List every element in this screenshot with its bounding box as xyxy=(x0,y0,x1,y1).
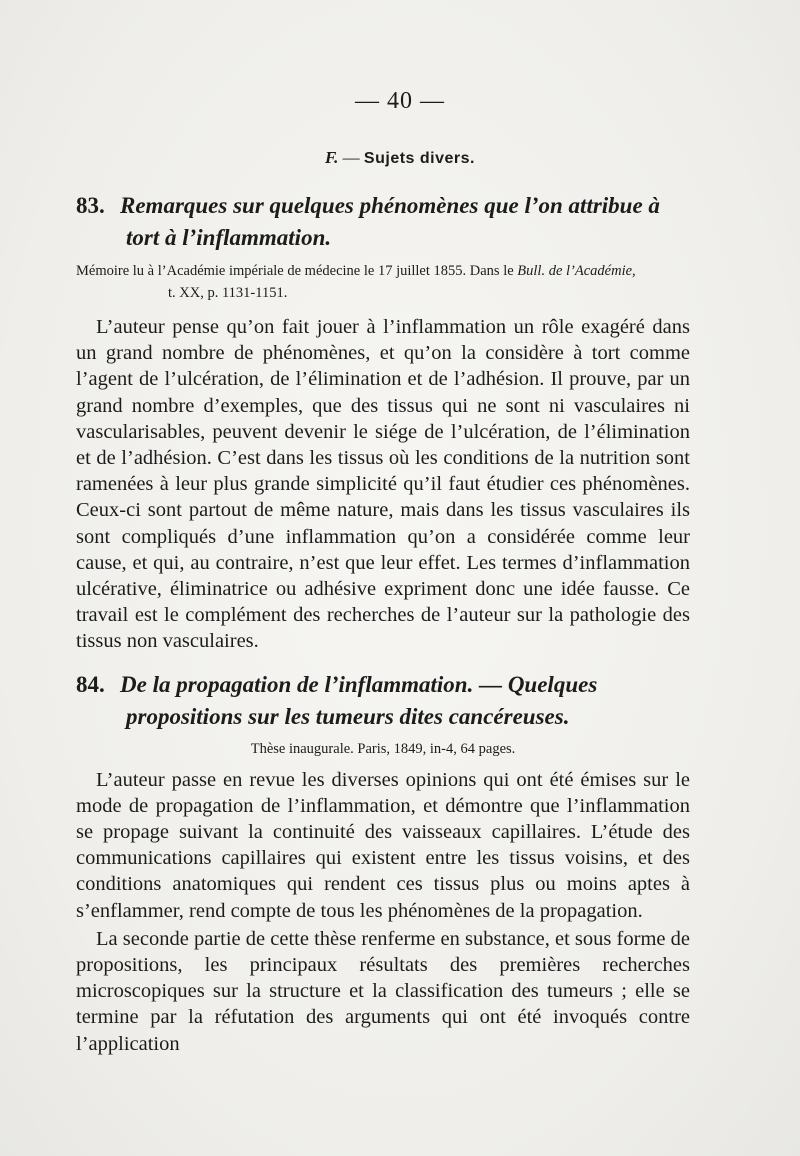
entry-number: 84. xyxy=(76,671,105,697)
entry-title-text: De la propagation de l’inflammation. — Quelques propositions sur les tumeurs dites cancéreuses. xyxy=(120,671,598,729)
section-header xyxy=(0,148,800,168)
section-dash: — xyxy=(342,148,360,167)
entry-title xyxy=(76,669,690,733)
entry-paragraph: L’auteur pense qu’on fait jouer à l’inflammation un rôle exagéré dans un grand nombre de phénomènes, et qu’on la considère à tort comme l’agent de l’ulcération, de l’élimination et de l’adhésion. Il prouve, par un grand nombre d’exemples, que des tissus qui ne sont ni vasculaires ni vascularisables, peuvent devenir le siége de l’ulcération, de l’élimination et de l’adhésion. C’est dans les tissus où les conditions de la nutrition sont ramenées à leur plus grande simplicité qu’il faut étudier ces phénomènes. Ceux-ci sont partout de même nature, mais dans les tissus vasculaires ils sont compliqués d’une inflammation qu’on a considérée comme leur cause, et qui, au contraire, n’est que leur effet. Les termes d’inflammation ulcérative, éliminatrice ou adhésive expriment donc une idée fausse. Ce travail est le complément des recherches de l’auteur sur la pathologie des tissus non vasculaires. xyxy=(76,316,690,653)
citation-volume: t. XX, p. 1131-1151. xyxy=(168,285,288,301)
entry-title xyxy=(76,190,690,254)
entry-84 xyxy=(76,669,690,1057)
page-number: — 40 — xyxy=(355,88,445,114)
entry-paragraph: La seconde partie de cette thèse renferme en substance, et sous forme de propositions, les principaux résultats des premières recherches microscopiques sur la structure et la classification des tumeurs ; elle se termine par la réfutation des arguments qui ont été invoqués contre l’application xyxy=(76,927,690,1055)
citation-text: Mémoire lu à l’Académie impériale de médecine le 17 juillet 1855. Dans le xyxy=(76,263,518,279)
entry-paragraph: L’auteur passe en revue les diverses opinions qui ont été émises sur le mode de propagation de l’inflammation, et démontre que l’inflammation se propage suivant la continuité des vaisseaux capillaires. L’étude des communications capillaires qui existent entre les tissus voisins, et des conditions anatomiques qui rendent ces tissus plus ou moins aptes à s’enflammer, rend compte de tous les phénomènes de la propagation. xyxy=(76,768,690,922)
entry-citation xyxy=(76,260,690,304)
section-letter: F. xyxy=(325,148,339,167)
section-name: Sujets divers. xyxy=(363,150,475,167)
entry-citation: Thèse inaugurale. Paris, 1849, in-4, 64 pages. xyxy=(250,740,516,757)
entry-number: 83. xyxy=(76,193,105,218)
entry-83 xyxy=(76,190,690,655)
entry-title-text: Remarques sur quelques phénomènes que l’on attribue à tort à l’inflammation. xyxy=(120,193,660,250)
page-content xyxy=(76,190,690,1057)
citation-journal: Bull. de l’Académie, xyxy=(517,263,636,279)
